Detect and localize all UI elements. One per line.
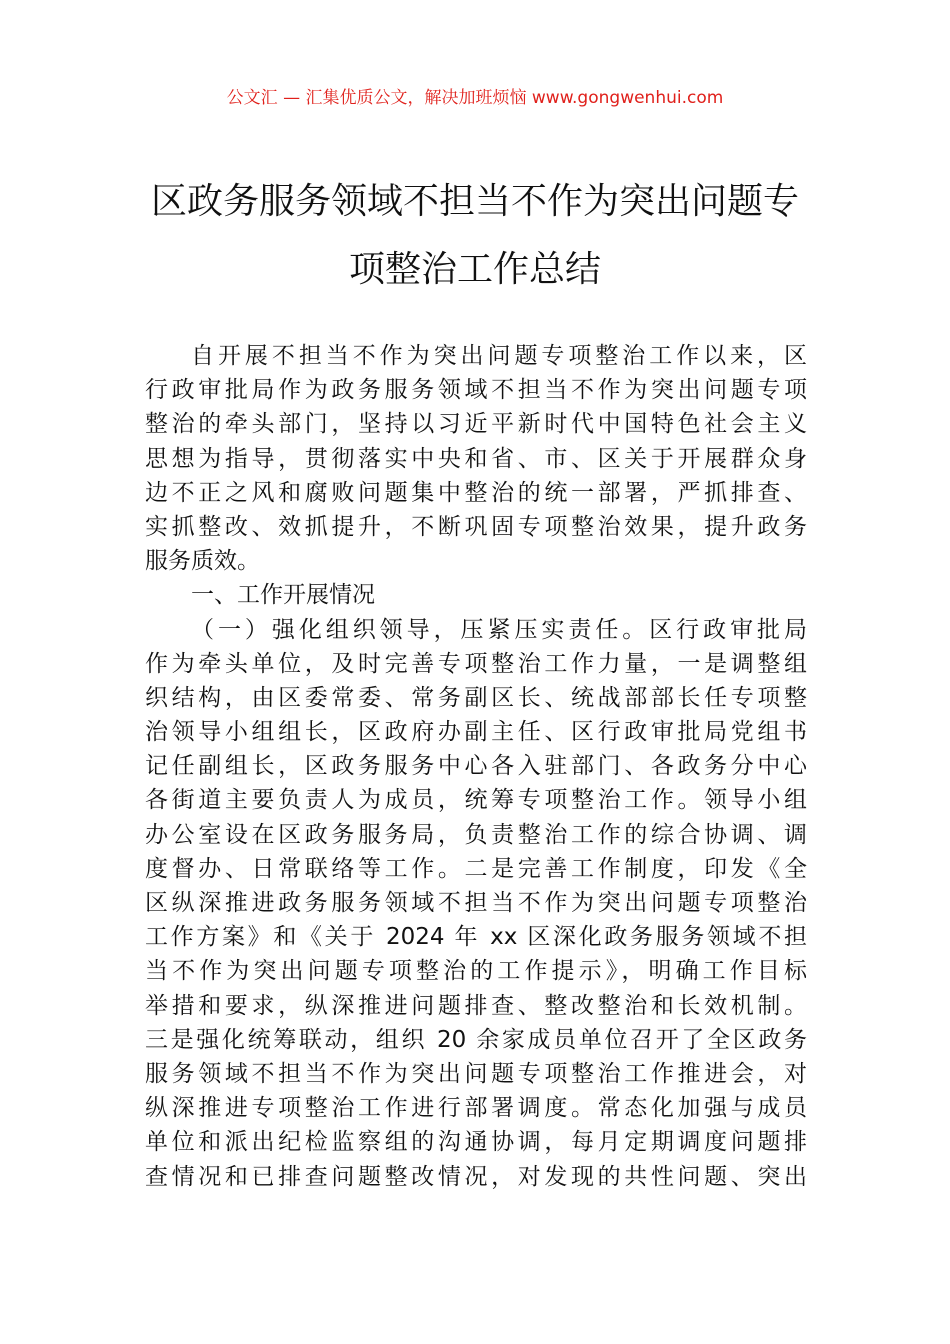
- paragraph-line: 度督办、日常联络等工作。二是完善工作制度，印发《全: [145, 855, 807, 882]
- paragraph-line: 纵深推进专项整治工作进行部署调度。常态化加强与成员: [145, 1095, 807, 1122]
- paragraph-line: 查情况和已排查问题整改情况，对发现的共性问题、突出: [145, 1163, 807, 1190]
- subsection-line: （一）强化组织领导，压紧压实责任。区行政审批局: [191, 616, 807, 643]
- paragraph-line: 服务领域不担当不作为突出问题专项整治工作推进会，对: [145, 1060, 807, 1087]
- paragraph-line: 记任副组长，区政务服务中心各入驻部门、各政务分中心: [145, 753, 807, 780]
- document-title-line-1: 区政务服务领域不担当不作为突出问题专: [150, 181, 799, 222]
- paragraph-line: 当不作为突出问题专项整治的工作提示》，明确工作目标: [145, 958, 807, 985]
- document-body: [145, 339, 807, 1194]
- paragraph-line: 服务质效。: [145, 548, 260, 575]
- paragraph-line: 行政审批局作为政务服务领域不担当不作为突出问题专项: [145, 377, 807, 404]
- paragraph-line: 整治的牵头部门，坚持以习近平新时代中国特色社会主义: [145, 411, 807, 438]
- paragraph-line: 实抓整改、效抓提升，不断巩固专项整治效果，提升政务: [145, 513, 807, 540]
- paragraph-line: 织结构，由区委常委、常务副区长、统战部部长任专项整: [145, 684, 807, 711]
- paragraph-line: 区纵深推进政务服务领域不担当不作为突出问题专项整治: [145, 890, 807, 916]
- paragraph-line: 各街道主要负责人为成员，统筹专项整治工作。领导小组: [145, 787, 807, 814]
- paragraph-line: 自开展不担当不作为突出问题专项整治工作以来，区: [191, 343, 807, 369]
- paragraph-line: 作为牵头单位，及时完善专项整治工作力量，一是调整组: [145, 650, 807, 677]
- paragraph-line: 单位和派出纪检监察组的沟通协调，每月定期调度问题排: [145, 1129, 807, 1156]
- paragraph-line: 治领导小组组长，区政府办副主任、区行政审批局党组书: [145, 719, 807, 746]
- section-heading: 一、工作开展情况: [191, 582, 375, 609]
- paragraph-line: 举措和要求，纵深推进问题排查、整改整治和长效机制。: [145, 992, 807, 1019]
- paragraph-line: 边不正之风和腐败问题集中整治的统一部署，严抓排查、: [145, 479, 807, 506]
- paragraph-line: 工作方案》和《关于 2024 年 xx 区深化政务服务领域不担: [145, 924, 807, 951]
- paragraph-line: 思想为指导，贯彻落实中央和省、市、区关于开展群众身: [145, 445, 807, 472]
- document-title-line-2: 项整治工作总结: [348, 249, 601, 290]
- site-banner: 公文汇 — 汇集优质公文，解决加班烦恼 www.gongwenhui.com: [226, 88, 724, 108]
- paragraph-line: 三是强化统筹联动，组织 20 余家成员单位召开了全区政务: [145, 1026, 807, 1053]
- paragraph-line: 办公室设在区政务服务局，负责整治工作的综合协调、调: [145, 821, 807, 848]
